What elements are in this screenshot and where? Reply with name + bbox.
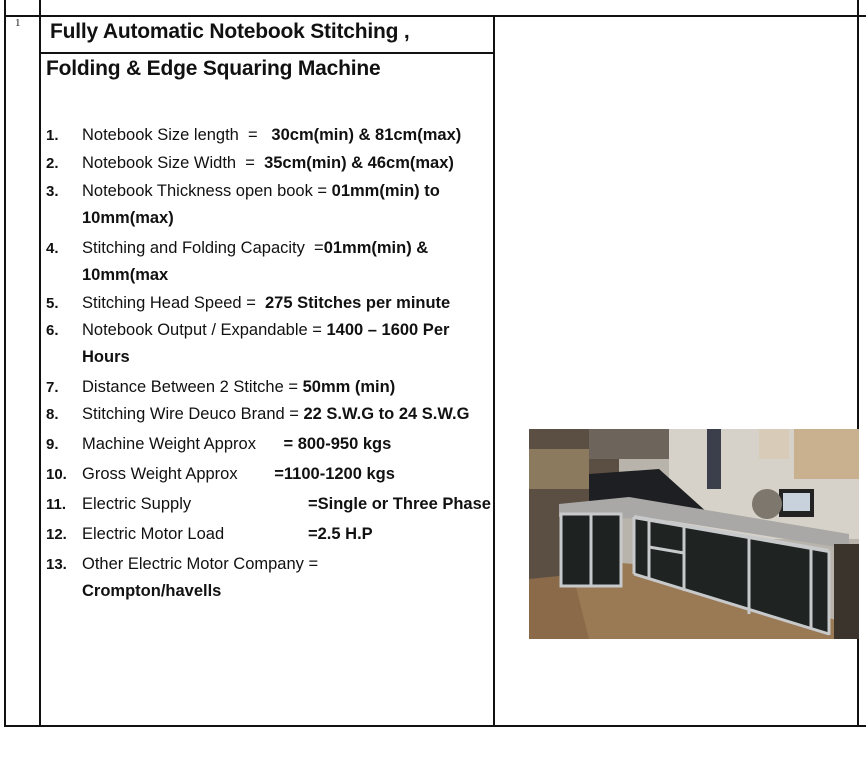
spec-item-notebook-size-width bbox=[46, 150, 491, 177]
spec-value: = 800-950 kgs bbox=[283, 435, 392, 453]
spec-number: 7. bbox=[46, 379, 59, 396]
spec-number: 12. bbox=[46, 526, 67, 543]
spec-value: Crompton/havells bbox=[82, 582, 222, 600]
spec-number: 5. bbox=[46, 295, 59, 312]
table-column-divider-photo bbox=[493, 15, 495, 727]
spec-item-notebook-size-length bbox=[46, 122, 491, 149]
spec-label: Machine Weight Approx bbox=[82, 435, 284, 453]
machine-title-line-1: Fully Automatic Notebook Stitching , bbox=[50, 20, 410, 43]
spec-number: 13. bbox=[46, 556, 67, 573]
spec-label: Notebook Output / Expandable = bbox=[82, 321, 327, 339]
table-row-divider-top bbox=[4, 15, 866, 17]
table-border-left bbox=[4, 0, 6, 727]
spec-item-distance-between-stitches bbox=[46, 374, 491, 401]
serial-number: 1 bbox=[15, 17, 21, 29]
spec-label: Gross Weight Approx bbox=[82, 465, 275, 483]
specification-list bbox=[46, 122, 491, 605]
spec-label: Other Electric Motor Company = bbox=[82, 555, 323, 573]
spec-value: 35cm(min) & 46cm(max) bbox=[264, 154, 454, 172]
table-column-divider-serial bbox=[39, 0, 41, 727]
spec-item-stitching-wire bbox=[46, 401, 491, 428]
spec-value: 22 S.W.G to 24 S.W.G bbox=[303, 405, 470, 423]
spec-item-motor-company bbox=[46, 551, 491, 605]
spec-number: 3. bbox=[46, 183, 59, 200]
spec-number: 6. bbox=[46, 322, 59, 339]
spec-value: 01mm(min) & 10mm(max bbox=[82, 239, 429, 284]
spec-number: 1. bbox=[46, 127, 59, 144]
spec-item-electric-supply bbox=[46, 491, 491, 518]
spec-label: Stitching Head Speed = bbox=[82, 294, 265, 312]
spec-number: 2. bbox=[46, 155, 59, 172]
spec-value: 01mm(min) to 10mm(max) bbox=[82, 182, 440, 227]
spec-item-stitching-head-speed bbox=[46, 290, 491, 317]
spec-number: 9. bbox=[46, 436, 59, 453]
spec-label: Stitching Wire Deuco Brand = bbox=[82, 405, 304, 423]
machine-title-line-2: Folding & Edge Squaring Machine bbox=[46, 57, 381, 80]
spec-number: 4. bbox=[46, 240, 59, 257]
spec-item-notebook-thickness bbox=[46, 178, 491, 232]
spec-label: Notebook Thickness open book = bbox=[82, 182, 332, 200]
spec-label: Notebook Size Width = bbox=[82, 154, 265, 172]
spec-label: Notebook Size length = bbox=[82, 126, 272, 144]
spec-item-notebook-output bbox=[46, 317, 491, 371]
spec-number: 10. bbox=[46, 466, 67, 483]
spec-value: 50mm (min) bbox=[302, 378, 396, 396]
spec-value: =1100-1200 kgs bbox=[274, 465, 395, 483]
spec-value: 1400 – 1600 Per Hours bbox=[82, 321, 450, 366]
spec-label: Electric Supply bbox=[82, 495, 192, 513]
spec-value: =2.5 H.P bbox=[308, 525, 373, 543]
spec-value: =Single or Three Phase bbox=[308, 495, 491, 513]
spec-item-gross-weight bbox=[46, 461, 491, 488]
table-border-bottom bbox=[4, 725, 866, 727]
spec-value: 30cm(min) & 81cm(max) bbox=[271, 126, 462, 144]
spec-number: 8. bbox=[46, 406, 59, 423]
spec-number: 11. bbox=[46, 496, 67, 513]
spec-item-electric-motor-load bbox=[46, 521, 491, 548]
machine-photo bbox=[529, 429, 859, 639]
spec-label: Electric Motor Load bbox=[82, 525, 225, 543]
title-underline bbox=[40, 52, 495, 54]
spec-label: Stitching and Folding Capacity = bbox=[82, 239, 324, 257]
spec-label: Distance Between 2 Stitche = bbox=[82, 378, 303, 396]
spec-value: 275 Stitches per minute bbox=[265, 294, 451, 312]
spec-item-machine-weight bbox=[46, 431, 491, 458]
spec-item-stitching-folding-capacity bbox=[46, 235, 491, 289]
